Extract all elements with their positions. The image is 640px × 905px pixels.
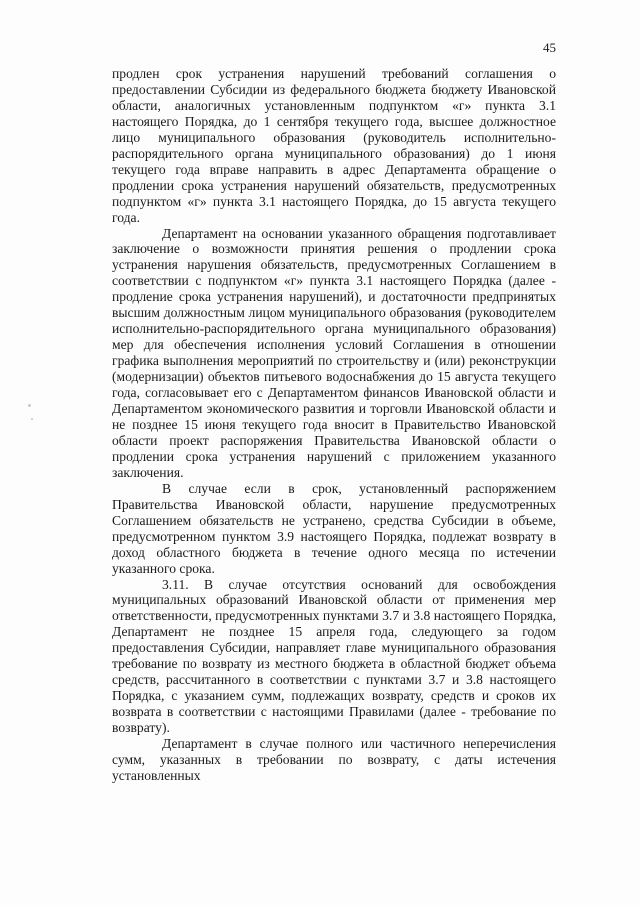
paragraph-clause-3-11: 3.11. В случае отсутствия оснований для освобождения муниципальных образований Ивановской области от применения мер ответственности, предусмотренных пунктами 3.7 и 3.8 настоящего Порядка, Департамент не позднее 15 апреля года, следующего за годом предоставления Субсидии, направляет главе муниципального образования требование по возврату из местного бюджета в областной бюджет объема средств, рассчитанного в соответствии с пунктами 3.7 и 3.8 настоящего Порядка, с указанием сумм, подлежащих возврату, средств и сроков их возврата в соответствии с настоящими Правилами (далее - требование по возврату). [112, 576, 556, 736]
paragraph-refund-case: В случае если в срок, установленный распоряжением Правительства Ивановской области, нарушение предусмотренных Соглашением обязательств не устранено, средства Субсидии в объеме, предусмотренном пунктом 3.9 настоящего Порядка, подлежат возврату в доход областного бюджета в течение одного месяца по истечении указанного срока. [112, 480, 556, 576]
paragraph-continuation: продлен срок устранения нарушений требований соглашения о предоставлении Субсидии из федерального бюджета бюджету Ивановской области, аналогичных установленным подпунктом «г» пункта 3.1 настоящего Порядка, до 1 сентября текущего года, высшее должностное лицо муниципального образования (руководитель исполнительно-распорядительного органа муниципального образования) до 1 июня текущего года вправе направить в адрес Департамента обращение о продлении срока устранения нарушений обязательств, предусмотренных подпунктом «г» пункта 3.1 настоящего Порядка, до 15 августа текущего года. [112, 66, 556, 225]
paragraph-non-transfer: Департамент в случае полного или частичного неперечисления сумм, указанных в требовании по возврату, с даты истечения установленных [112, 736, 556, 783]
scan-speck-left [28, 404, 31, 407]
document-body [112, 66, 556, 784]
page-number: 45 [543, 40, 556, 55]
paragraph-department-conclusion: Департамент на основании указанного обращения подготавливает заключение о возможности принятия решения о продлении срока устранения нарушения обязательств, предусмотренных Соглашением в соответствии с подпунктом «г» пункта 3.1 настоящего Порядка (далее - продление срока устранения нарушений), и достаточности предпринятых высшим должностным лицом муниципального образования (руководителем исполнительно-распорядительного органа муниципального образования) мер для обеспечения исполнения условий Соглашения в отношении графика выполнения мероприятий по строительству и (или) реконструкции (модернизации) объектов питьевого водоснабжения до 15 августа текущего года, согласовывает его с Департаментом финансов Ивановской области и Департаментом экономического развития и торговли Ивановской области и не позднее 15 июня текущего года вносит в Правительство Ивановской области проект распоряжения Правительства Ивановской области о продлении срока устранения нарушений с приложением указанного заключения. [112, 225, 556, 480]
scan-speck-left-lower [31, 418, 33, 420]
